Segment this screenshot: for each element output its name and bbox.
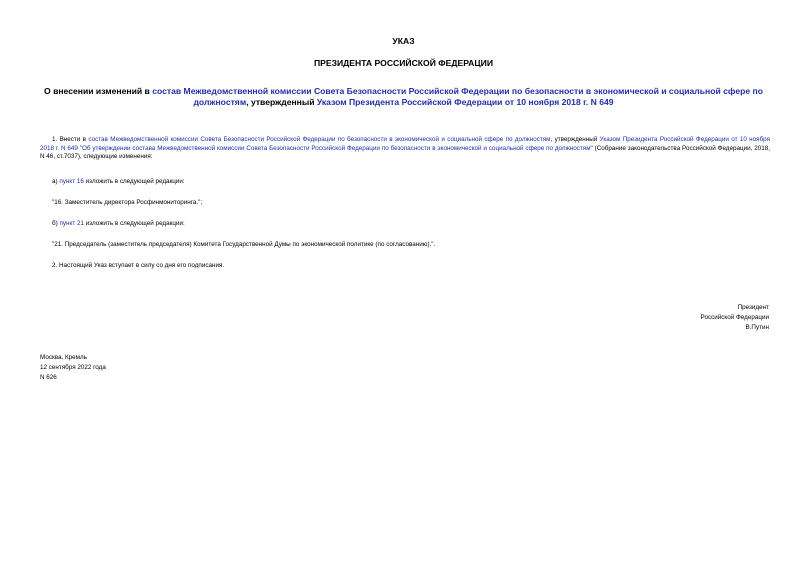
document-issuer: ПРЕЗИДЕНТА РОССИЙСКОЙ ФЕДЕРАЦИИ: [313, 58, 494, 68]
document-subtitle: [40, 86, 767, 108]
p1-tail: (Собрание законодательства Российской Федерации, 2018, N 46, ст.7037), следующие изменения:: [40, 144, 770, 161]
paragraph-item-21-text: "21. Председатель (заместитель председателя) Комитета Государственной Думы по экономической политике (по согласованию).".: [52, 241, 436, 248]
subtitle-link-commission[interactable]: состав Межведомственной комиссии Совета Безопасности Российской Федерации по безопасности в экономической и социальной сфере по должностям: [152, 86, 763, 107]
p1-link-decree[interactable]: Указом Президента Российской Федерации от 10 ноября 2018 г. N 649 "Об утверждении состава Межведомственной комиссии Совета Безопасности Российской Федерации по безопасности в экономической и социальной сфере по должностям": [40, 136, 771, 152]
signature-country: Российской Федерации: [700, 314, 769, 322]
paragraph-a: [52, 178, 770, 187]
pb-tail: изложить в следующей редакции:: [83, 220, 185, 227]
paragraph-item-16-text: "16. Заместитель директора Росфинмониторинга.";: [52, 199, 203, 206]
p1-lead: 1. Внести в: [52, 136, 89, 143]
paragraph-b: [52, 220, 770, 229]
pa-tail: изложить в следующей редакции:: [83, 178, 185, 185]
pb-lead: б): [52, 220, 60, 227]
p1-mid: , утвержденный: [550, 136, 600, 143]
paragraph-2: 2. Настоящий Указ вступает в силу со дня его подписания.: [52, 262, 225, 269]
paragraph-1: [40, 136, 770, 162]
place-date-block: [40, 353, 106, 384]
signature-name: В.Путин: [745, 324, 769, 332]
pa-lead: а): [52, 178, 60, 185]
signature-title: Президент: [737, 304, 769, 311]
signature-block: [701, 303, 769, 334]
document-number: N 626: [40, 374, 57, 382]
place-city: Москва, Кремль: [40, 354, 87, 361]
place-date: 12 сентября 2022 года: [40, 364, 106, 372]
link-item-16[interactable]: пункт 16: [59, 178, 84, 185]
subtitle-link-decree[interactable]: Указом Президента Российской Федерации от 10 ноября 2018 г. N 649: [316, 97, 614, 107]
document-title: УКАЗ: [392, 36, 415, 46]
link-item-21[interactable]: пункт 21: [59, 220, 84, 227]
subtitle-prefix: О внесении изменений в: [44, 86, 153, 96]
subtitle-middle: , утвержденный: [246, 97, 317, 107]
p1-link-commission[interactable]: состав Межведомственной комиссии Совета Безопасности Российской Федерации по безопасности в экономической и социальной сфере по должностям: [88, 136, 551, 143]
